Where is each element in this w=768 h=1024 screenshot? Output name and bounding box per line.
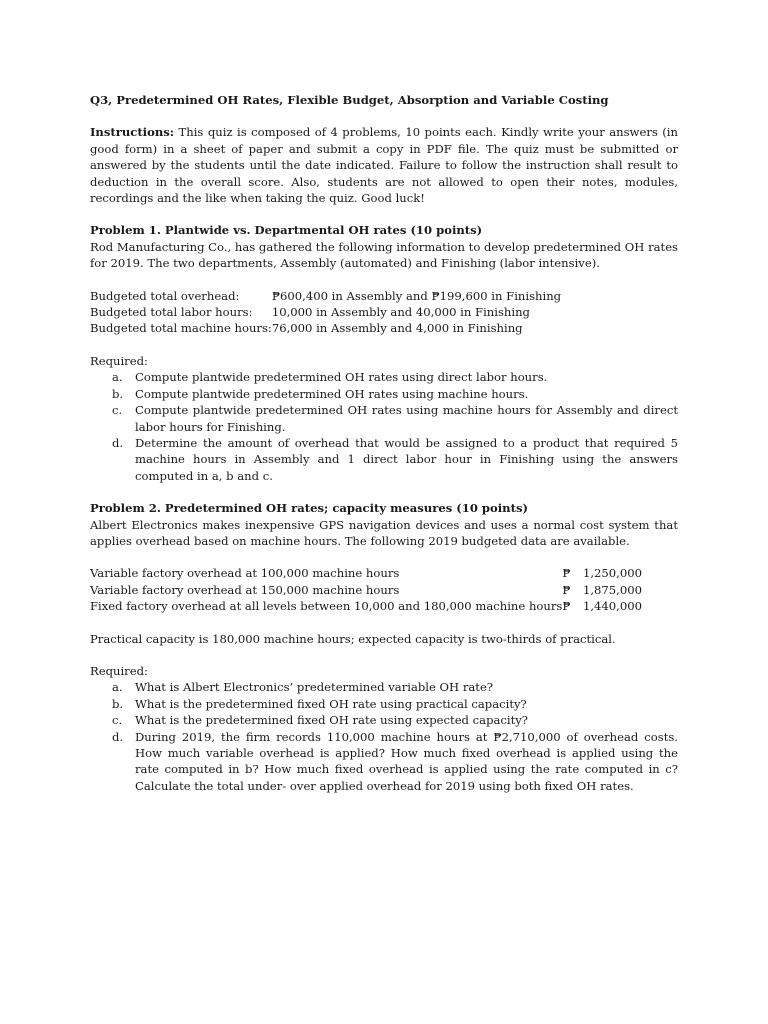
list-text: Compute plantwide predetermined OH rates using machine hours. (135, 386, 529, 401)
list-letter: d. (112, 435, 124, 450)
instructions-paragraph (90, 124, 678, 206)
data-label: Variable factory overhead at 150,000 machine hours (90, 582, 400, 597)
list-text: During 2019, the firm records 110,000 machine hours at ₱2,710,000 of overhead costs. How much variable overhead is applied? How much fixed overhead is applied using the rate computed in b? How much fixed overhead is applied using the rate computed in c? Calculate the total under- over applied overhead for 2019 using both fixed OH rates. (135, 729, 678, 793)
data-label: Variable factory overhead at 100,000 machine hours (90, 566, 400, 581)
list-text: Determine the amount of overhead that would be assigned to a product that required 5 machine hours in Assembly and 1 direct labor hour in Finishing using the answers computed in a, b and c. (135, 435, 678, 483)
list-text: What is Albert Electronics’ predetermined variable OH rate? (135, 680, 494, 695)
list-letter: a. (112, 370, 123, 385)
list-letter: b. (112, 696, 124, 711)
list-item (90, 696, 678, 712)
table-row (90, 582, 642, 598)
table-row (90, 304, 561, 320)
list-letter: a. (112, 680, 123, 695)
list-item (90, 386, 678, 402)
table-row (90, 598, 642, 614)
problem2-heading: Problem 2. Predetermined OH rates; capacity measures (10 points) (90, 501, 528, 516)
problem2-required-list (90, 679, 678, 794)
table-row (90, 320, 561, 336)
list-letter: b. (112, 386, 124, 401)
problem2-data-table (90, 565, 642, 614)
document-page (90, 92, 678, 794)
instructions-label: Instructions: (90, 125, 175, 140)
problem1-heading: Problem 1. Plantwide vs. Departmental OH rates (10 points) (90, 223, 483, 238)
list-item (90, 369, 678, 385)
budget-value: ₱600,400 in Assembly and ₱199,600 in Finishing (271, 288, 562, 303)
list-letter: c. (112, 713, 123, 728)
instructions-text: This quiz is composed of 4 problems, 10 points each. Kindly write your answers (in good form) in a sheet of paper and submit a copy in PDF file. The quiz must be submitted or answered by the students until the date indicated. Failure to follow the instruction shall result to deduction in the overall score. Also, students are not allowed to open their notes, modules, recordings and the like when taking the quiz. Good luck! (90, 125, 678, 206)
list-letter: c. (112, 403, 123, 418)
problem2-intro: Albert Electronics makes inexpensive GPS navigation devices and uses a normal cost system that applies overhead based on machine hours. The following 2019 budgeted data are available. (90, 517, 678, 548)
list-text: What is the predetermined fixed OH rate using expected capacity? (135, 713, 529, 728)
list-text: Compute plantwide predetermined OH rates using direct labor hours. (135, 370, 548, 385)
currency-symbol: ₱ (562, 582, 571, 597)
budget-label: Budgeted total labor hours: (90, 305, 253, 320)
list-item (90, 402, 678, 435)
data-label: Fixed factory overhead at all levels between 10,000 and 180,000 machine hours (90, 599, 563, 614)
problem1-budget-table (90, 288, 561, 337)
problem1-intro: Rod Manufacturing Co., has gathered the following information to develop predetermined OH rates for 2019. The two departments, Assembly (automated) and Finishing (labor intensive). (90, 239, 679, 271)
table-row (90, 565, 642, 581)
currency-symbol: ₱ (562, 566, 571, 581)
problem2-required-label: Required: (90, 663, 148, 678)
budget-value: 10,000 in Assembly and 40,000 in Finishing (271, 305, 530, 320)
document-title: Q3, Predetermined OH Rates, Flexible Budget, Absorption and Variable Costing (90, 93, 609, 107)
budget-label: Budgeted total machine hours: (90, 321, 272, 336)
list-item (90, 679, 678, 695)
budget-label: Budgeted total overhead: (90, 288, 240, 303)
problem1-required-label: Required: (90, 353, 148, 368)
data-amount: 1,440,000 (582, 599, 642, 614)
currency-symbol: ₱ (562, 599, 571, 614)
list-text: Compute plantwide predetermined OH rates using machine hours for Assembly and direct labor hours for Finishing. (135, 403, 678, 434)
budget-value: 76,000 in Assembly and 4,000 in Finishing (271, 321, 523, 336)
list-item (90, 729, 678, 795)
table-row (90, 288, 561, 304)
list-letter: d. (112, 729, 124, 744)
capacity-note: Practical capacity is 180,000 machine hours; expected capacity is two-thirds of practical. (90, 631, 616, 646)
problem1-required-list (90, 369, 678, 484)
list-item (90, 712, 678, 728)
list-text: What is the predetermined fixed OH rate using practical capacity? (135, 696, 527, 711)
data-amount: 1,875,000 (582, 582, 642, 597)
list-item (90, 435, 678, 484)
data-amount: 1,250,000 (582, 566, 642, 581)
